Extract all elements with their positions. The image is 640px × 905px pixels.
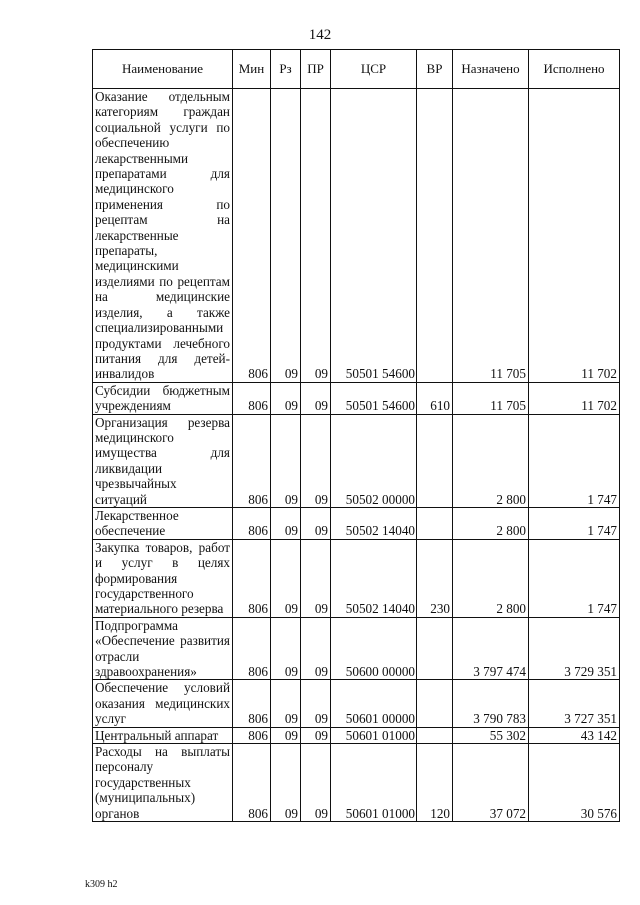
row-assigned: 55 302 (453, 727, 529, 743)
table-row (93, 539, 620, 617)
row-assigned: 37 072 (453, 744, 529, 822)
row-executed: 30 576 (529, 744, 620, 822)
row-vr (417, 507, 453, 539)
header-assigned: Назначено (453, 50, 529, 89)
header-vr: ВР (417, 50, 453, 89)
header-name: Наименование (93, 50, 233, 89)
row-vr (417, 680, 453, 727)
row-executed: 1 747 (529, 507, 620, 539)
table-row (93, 727, 620, 743)
row-min: 806 (233, 744, 271, 822)
row-name: Лекарственное обеспечение (93, 507, 233, 539)
row-rz: 09 (271, 744, 301, 822)
row-rz: 09 (271, 89, 301, 383)
header-csr: ЦСР (331, 50, 417, 89)
row-assigned: 11 705 (453, 89, 529, 383)
row-vr: 610 (417, 382, 453, 414)
row-executed: 11 702 (529, 89, 620, 383)
table-row (93, 507, 620, 539)
row-assigned: 2 800 (453, 507, 529, 539)
footer-code: k309 h2 (85, 879, 118, 890)
row-pr: 09 (301, 414, 331, 507)
row-assigned: 11 705 (453, 382, 529, 414)
row-name: Оказание отдельным категориям граждан социальной услуги по обеспечению лекарственными препаратами для медицинского применения по рецептам на лекарственные препараты, медицинскими изделиями по рецептам на медицинские изделия, а также специализированными продуктами лечебного питания для детей-инвалидов (93, 89, 233, 383)
row-min: 806 (233, 539, 271, 617)
row-vr (417, 617, 453, 680)
row-pr: 09 (301, 617, 331, 680)
row-pr: 09 (301, 744, 331, 822)
budget-table (92, 49, 620, 822)
row-csr: 50502 14040 (331, 507, 417, 539)
row-csr: 50600 00000 (331, 617, 417, 680)
row-pr: 09 (301, 382, 331, 414)
row-assigned: 2 800 (453, 539, 529, 617)
row-vr (417, 727, 453, 743)
row-csr: 50501 54600 (331, 89, 417, 383)
row-assigned: 2 800 (453, 414, 529, 507)
row-min: 806 (233, 617, 271, 680)
row-pr: 09 (301, 727, 331, 743)
header-min: Мин (233, 50, 271, 89)
row-pr: 09 (301, 507, 331, 539)
row-rz: 09 (271, 680, 301, 727)
table-row (93, 744, 620, 822)
row-name: Субсидии бюджетным учреждениям (93, 382, 233, 414)
table-body (93, 89, 620, 822)
row-rz: 09 (271, 507, 301, 539)
row-min: 806 (233, 507, 271, 539)
row-executed: 43 142 (529, 727, 620, 743)
row-name: Подпрограмма «Обеспечение развития отрасли здравоохранения» (93, 617, 233, 680)
row-assigned: 3 797 474 (453, 617, 529, 680)
row-rz: 09 (271, 414, 301, 507)
row-rz: 09 (271, 617, 301, 680)
row-name: Центральный аппарат (93, 727, 233, 743)
row-pr: 09 (301, 680, 331, 727)
table-header-row (93, 50, 620, 89)
row-csr: 50601 00000 (331, 680, 417, 727)
row-csr: 50601 01000 (331, 744, 417, 822)
row-csr: 50502 14040 (331, 539, 417, 617)
row-vr (417, 414, 453, 507)
row-min: 806 (233, 89, 271, 383)
row-min: 806 (233, 680, 271, 727)
header-rz: Рз (271, 50, 301, 89)
row-csr: 50601 01000 (331, 727, 417, 743)
row-pr: 09 (301, 539, 331, 617)
row-min: 806 (233, 382, 271, 414)
table-row (93, 89, 620, 383)
row-pr: 09 (301, 89, 331, 383)
table-row (93, 617, 620, 680)
row-vr: 230 (417, 539, 453, 617)
page-number: 142 (308, 27, 332, 43)
row-executed: 1 747 (529, 539, 620, 617)
row-vr (417, 89, 453, 383)
row-rz: 09 (271, 727, 301, 743)
row-min: 806 (233, 727, 271, 743)
header-pr: ПР (301, 50, 331, 89)
row-name: Обеспечение условий оказания медицинских услуг (93, 680, 233, 727)
table-row (93, 680, 620, 727)
row-csr: 50501 54600 (331, 382, 417, 414)
row-executed: 3 727 351 (529, 680, 620, 727)
row-name: Организация резерва медицинского имущества для ликвидации чрезвычайных ситуаций (93, 414, 233, 507)
row-executed: 1 747 (529, 414, 620, 507)
row-executed: 11 702 (529, 382, 620, 414)
row-assigned: 3 790 783 (453, 680, 529, 727)
row-name: Расходы на выплаты персоналу государственных (муниципальных) органов (93, 744, 233, 822)
row-executed: 3 729 351 (529, 617, 620, 680)
row-csr: 50502 00000 (331, 414, 417, 507)
row-rz: 09 (271, 382, 301, 414)
table-row (93, 382, 620, 414)
row-name: Закупка товаров, работ и услуг в целях формирования государственного материального резерва (93, 539, 233, 617)
row-rz: 09 (271, 539, 301, 617)
header-executed: Исполнено (529, 50, 620, 89)
row-min: 806 (233, 414, 271, 507)
table-row (93, 414, 620, 507)
row-vr: 120 (417, 744, 453, 822)
